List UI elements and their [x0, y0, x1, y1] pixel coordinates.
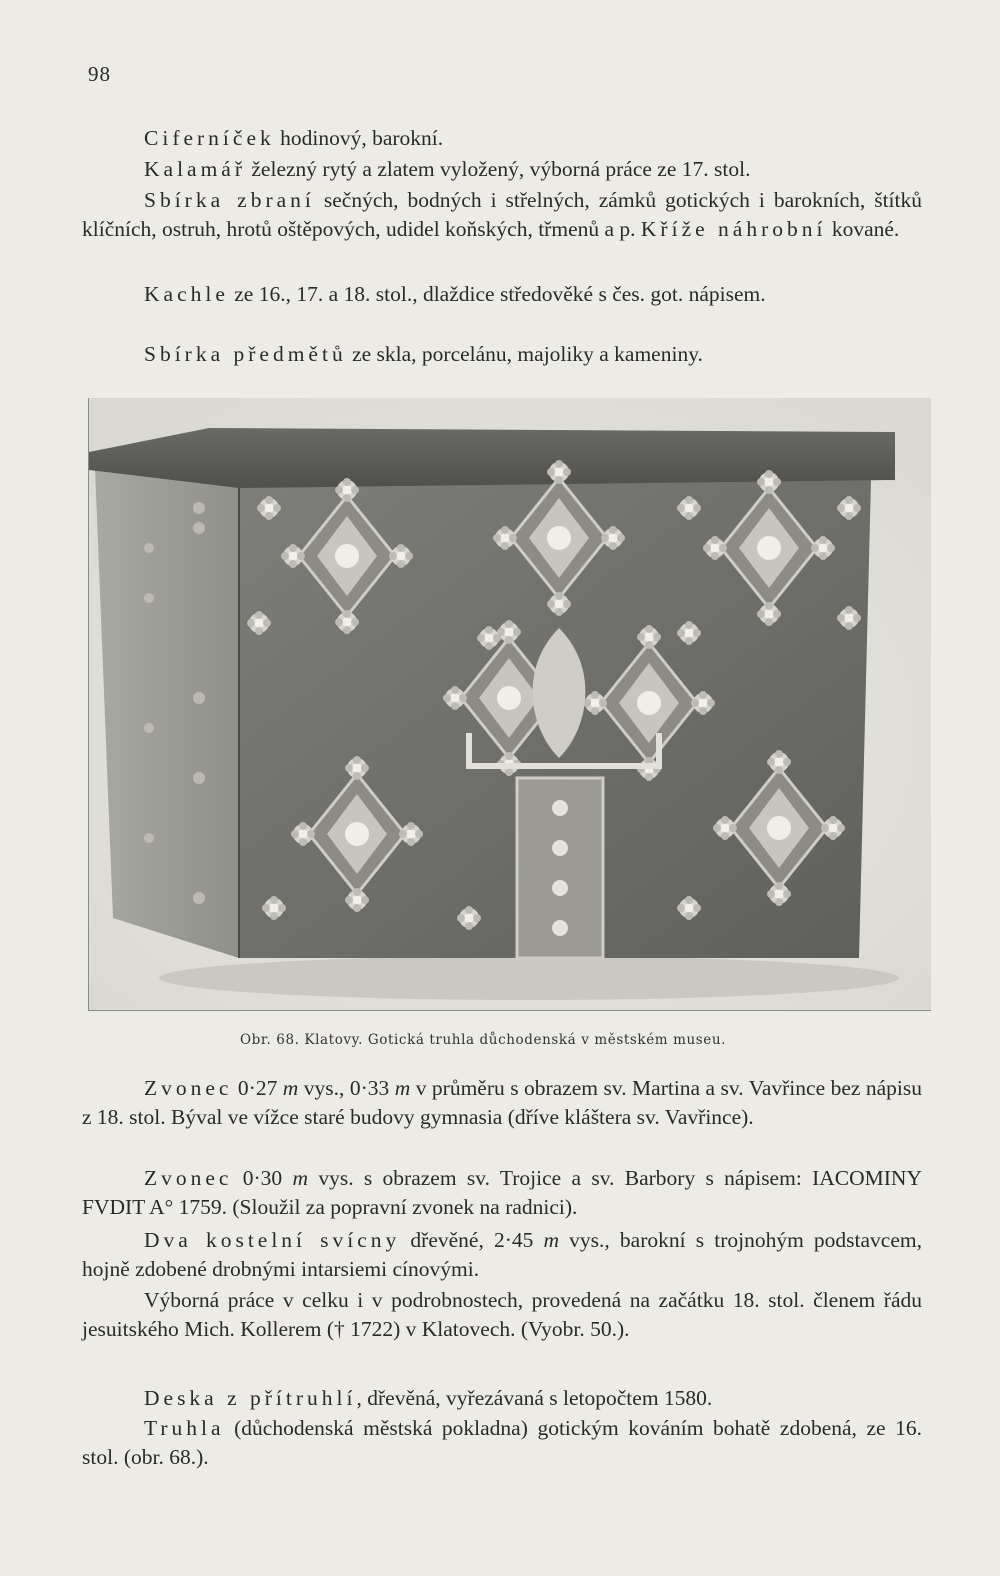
paragraph-deska: Deska z přítruhlí, dřevěná, vyřezávaná s letopočtem 1580.	[144, 1386, 713, 1410]
lead-term: Zvonec	[144, 1076, 233, 1100]
figure-caption: Obr. 68. Klatovy. Gotická truhla důchodenská v městském museu.	[240, 1032, 727, 1048]
paragraph-sbirka-zbrani: Sbírka zbraní sečných, bodných i střelných, zámků gotických i barokních, štítků klíčních, ostruh, hrotů oštěpových, udidel koňských, třmenů a p. Kříže náhrobní kované.	[82, 188, 923, 241]
lead-term: Kříže náhrobní	[640, 217, 827, 241]
paragraph-svicny: Dva kostelní svícny dřevěné, 2·45 m vys., barokní s trojnohým podstavcem, hojně zdobené drobnými intarsiemi cínovými.	[82, 1228, 922, 1281]
paragraph-kachle: Kachle ze 16., 17. a 18. stol., dlaždice středověké s čes. got. nápisem.	[144, 282, 766, 306]
lead-term: Truhla	[144, 1416, 225, 1440]
lead-term: Kalamář	[144, 157, 247, 181]
paragraph-truhla: Truhla (důchodenská městská pokladna) gotickým kováním bohatě zdobená, ze 16. stol. (obr. 68.).	[82, 1416, 922, 1469]
paragraph-sbirka-predmetu: Sbírka předmětů ze skla, porcelánu, majoliky a kameniny.	[144, 342, 703, 366]
lead-term: Sbírka zbraní	[144, 188, 315, 212]
paragraph-vyborna-prace: Výborná práce v celku i v podrobnostech, provedená na začátku 18. stol. členem řádu jesuitského Mich. Kollerem († 1722) v Klatovech. (Vyobr. 50.).	[82, 1288, 922, 1341]
paragraph-kalamar: Kalamář železný rytý a zlatem vyložený, výborná práce ze 17. stol.	[144, 157, 751, 181]
lead-term: Zvonec	[144, 1166, 233, 1190]
lead-term: Deska z přítruhlí	[144, 1386, 357, 1410]
page-number: 98	[88, 62, 111, 86]
paragraph-zvonec-2: Zvonec 0·30 m vys. s obrazem sv. Trojice a sv. Barbory s nápisem: IACOMINY FVDIT A° 1759. (Sloužil za popravní zvonek na radnici).	[82, 1166, 922, 1219]
chest-photograph	[88, 398, 931, 1011]
paragraph-ciferniček: Ciferníček hodinový, barokní.	[144, 126, 444, 150]
lead-term: Ciferníček	[144, 126, 275, 150]
lead-term: Dva kostelní svícny	[144, 1228, 401, 1252]
chest-illustration	[89, 398, 931, 1010]
chest-side	[95, 468, 239, 958]
lead-term: Sbírka předmětů	[144, 342, 347, 366]
paragraph-zvonec-1: Zvonec 0·27 m vys., 0·33 m v průměru s obrazem sv. Martina a sv. Vavřince bez nápisu z 18. stol. Býval ve vížce staré budovy gymnasia (dříve kláštera sv. Vavřince).	[82, 1076, 922, 1129]
lead-term: Kachle	[144, 282, 229, 306]
